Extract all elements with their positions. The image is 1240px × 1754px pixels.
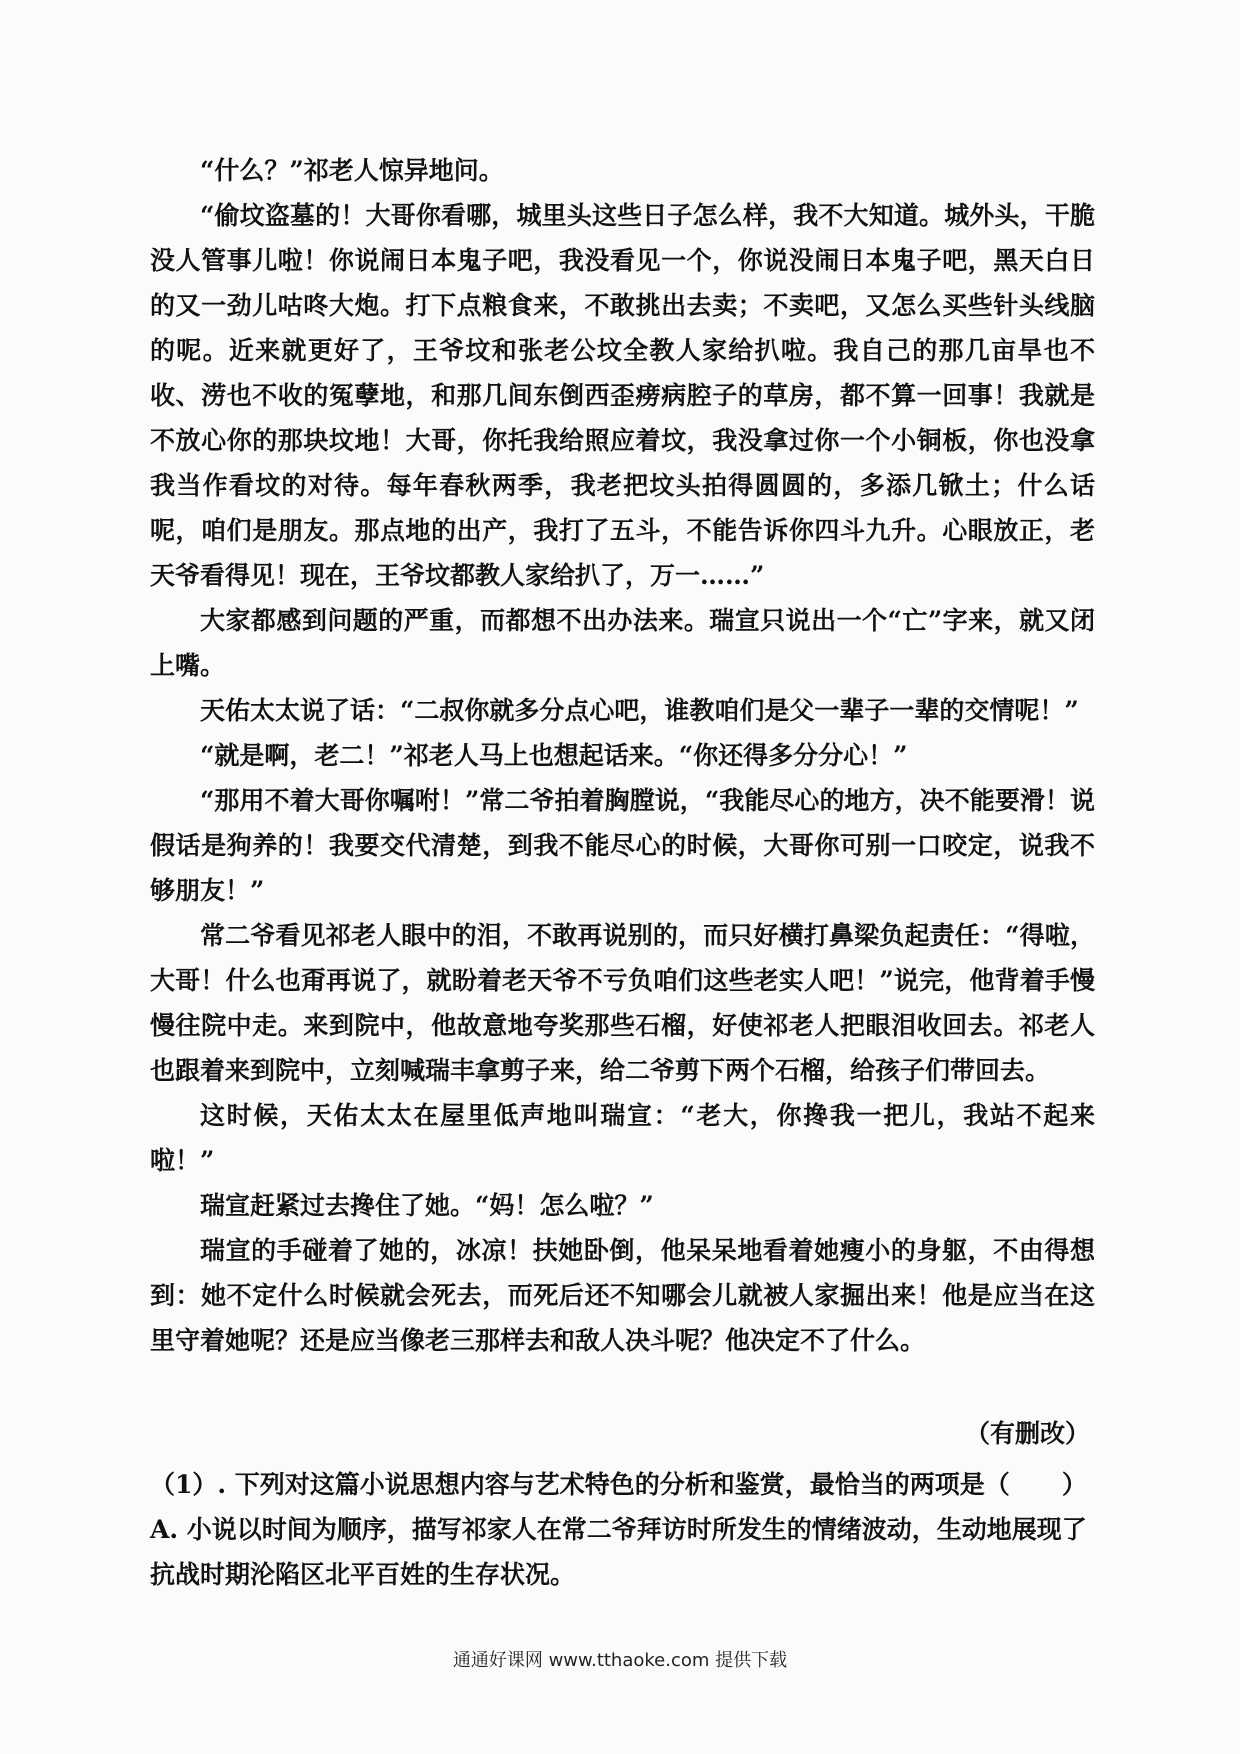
question-stem-text: （1）. 下列对这篇小说思想内容与艺术特色的分析和鉴赏，最恰当的两项是（: [150, 1470, 1010, 1499]
paragraph: 天佑太太说了话：“二叔你就多分点心吧，谁教咱们是父一辈子一辈的交情呢！”: [200, 696, 1079, 725]
paragraph: 常二爷看见祁老人眼中的泪，不敢再说别的，而只好横打鼻梁负起责任：“得啦，大哥！什么也甭再说了，就盼着老天爷不亏负咱们这些老实人吧！”说完，他背着手慢慢往院中走。来到院中，他故意地夸奖那些石榴，好使祁老人把眼泪收回去。祁老人也跟着来到院中，立刻喊瑞丰拿剪子来，给二爷剪下两个石榴，给孩子们带回去。: [150, 921, 1095, 1085]
source-note: （有删改）: [964, 1419, 1090, 1448]
footer-watermark: 通通好课网 www.tthaoke.com 提供下载: [452, 1650, 788, 1671]
paragraph: “偷坟盗墓的！大哥你看哪，城里头这些日子怎么样，我不大知道。城外头，干脆没人管事儿啦！你说闹日本鬼子吧，我没看见一个，你说没闹日本鬼子吧，黑天白日的又一劲儿咕咚大炮。打下点粮食来，不敢挑出去卖；不卖吧，又怎么买些针头线脑的呢。近来就更好了，王爷坟和张老公坟全教人家给扒啦。我自己的那几亩旱也不收、涝也不收的冤孽地，和那几间东倒西歪痨病腔子的草房，都不算一回事！我就是不放心你的那块坟地！大哥，你托我给照应着坟，我没拿过你一个小铜板，你也没拿我当作看坟的对待。每年春秋两季，我老把坟头拍得圆圆的，多添几锨土；什么话呢，咱们是朋友。那点地的出产，我打了五斗，不能告诉你四斗九升。心眼放正，老天爷看得见！现在，王爷坟都教人家给扒了，万一……”: [150, 201, 1095, 590]
paragraph: 大家都感到问题的严重，而都想不出办法来。瑞宣只说出一个“亡”字来，就又闭上嘴。: [150, 606, 1095, 680]
question-stem: [150, 1462, 1095, 1507]
paragraph: “那用不着大哥你嘱咐！”常二爷拍着胸膛说，“我能尽心的地方，决不能要滑！说假话是狗养的！我要交代清楚，到我不能尽心的时候，大哥你可别一口咬定，说我不够朋友！”: [150, 786, 1095, 905]
paragraph: 这时候，天佑太太在屋里低声地叫瑞宣：“老大，你搀我一把儿，我站不起来啦！”: [150, 1101, 1095, 1175]
paragraph: “什么？”祁老人惊异地问。: [200, 156, 504, 185]
story-excerpt: [150, 148, 1095, 1363]
question-stem-end: ）: [1061, 1470, 1087, 1499]
paragraph: 瑞宣赶紧过去搀住了她。“妈！怎么啦？”: [200, 1191, 654, 1220]
option-a: A. 小说以时间为顺序，描写祁家人在常二爷拜访时所发生的情绪波动，生动地展现了抗战时期沦陷区北平百姓的生存状况。: [150, 1515, 1087, 1589]
paragraph: “就是啊，老二！”祁老人马上也想起话来。“你还得多分分心！”: [200, 741, 908, 770]
question-block: [150, 1462, 1095, 1597]
paragraph: 瑞宣的手碰着了她的，冰凉！扶她卧倒，他呆呆地看着她瘦小的身躯，不由得想到：她不定什么时候就会死去，而死后还不知哪会儿就被人家掘出来！他是应当在这里守着她呢？还是应当像老三那样去和敌人决斗呢？他决定不了什么。: [150, 1236, 1095, 1355]
